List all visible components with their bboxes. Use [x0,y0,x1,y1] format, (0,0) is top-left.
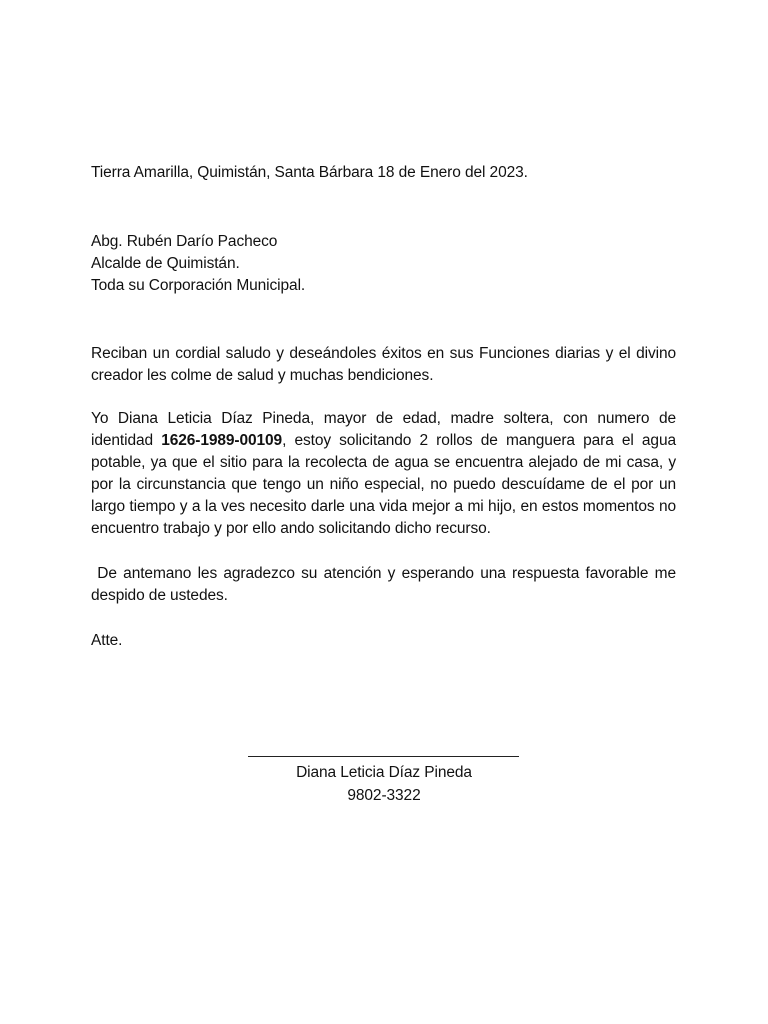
recipient-title: Alcalde de Quimistán. [91,255,240,272]
identity-number: 1626-1989-00109 [161,432,283,449]
signature-phone: 9802-3322 [347,787,421,804]
greeting-paragraph: Reciban un cordial saludo y deseándoles éxitos en sus Funciones diarias y el divino creador les colme de salud y muchas bendiciones. [91,345,676,384]
recipient-corporation: Toda su Corporación Municipal. [91,277,306,294]
signature-line [248,756,519,757]
recipient-block [91,231,711,297]
closing: Atte. [91,632,123,649]
signature-name: Diana Leticia Díaz Pineda [296,764,472,781]
recipient-name: Abg. Rubén Darío Pacheco [91,233,278,250]
request-text-before-id: Yo Diana Leticia Díaz Pineda, mayor de edad, madre soltera, con numero de identidad [91,410,676,449]
request-text-after-id: , estoy solicitando 2 rollos de manguera para el agua potable, ya que el sitio para la recolecta de agua se encuentra alejado de mi casa, y por la circunstancia que tengo un niño especial, no puedo descuídame de el por un largo tiempo y a la ves necesito darle una vida mejor a mi hijo, en estos momentos no encuentro trabajo y por ello ando solicitando dicho recurso. [91,432,676,537]
request-paragraph [91,408,676,540]
date-line: Tierra Amarilla, Quimistán, Santa Bárbara 18 de Enero del 2023. [91,164,528,181]
thanks-paragraph: De antemano les agradezco su atención y esperando una respuesta favorable me despido de ustedes. [91,565,681,604]
